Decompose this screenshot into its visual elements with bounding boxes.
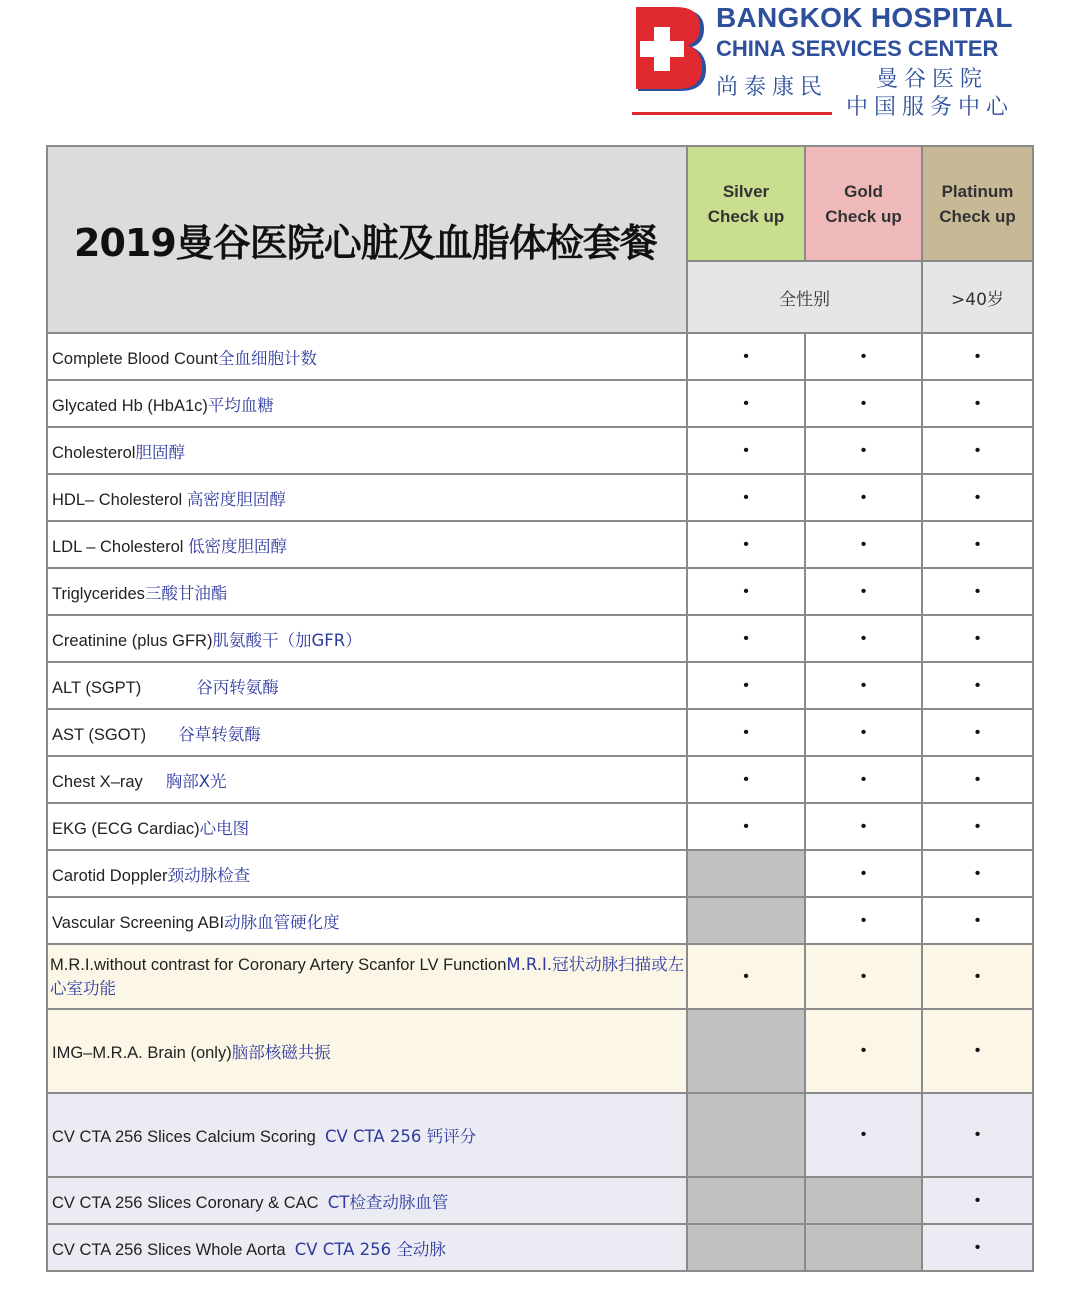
- test-name-english: Creatinine (plus GFR): [52, 631, 213, 650]
- gold-inclusion-cell: [805, 944, 922, 1009]
- included-bullet: •: [860, 629, 867, 647]
- test-row: [47, 474, 1033, 521]
- gold-inclusion-cell: [805, 521, 922, 568]
- included-bullet: •: [974, 629, 981, 647]
- included-bullet: •: [743, 770, 749, 788]
- silver-inclusion-cell: [687, 944, 805, 1009]
- checkup-package-table: [46, 145, 1034, 1272]
- test-name-chinese: 低密度胆固醇: [188, 536, 288, 556]
- test-name-chinese: 谷草转氨酶: [178, 724, 261, 744]
- included-bullet: •: [743, 441, 749, 459]
- gold-inclusion-cell: [805, 897, 922, 944]
- platinum-inclusion-cell: [922, 568, 1033, 615]
- test-name-chinese: 全血细胞计数: [218, 348, 318, 368]
- included-bullet: •: [860, 488, 867, 506]
- included-bullet: •: [743, 394, 749, 412]
- included-bullet: •: [974, 770, 981, 788]
- tier-name: Gold: [844, 181, 883, 201]
- tier-subtitle: Check up: [939, 206, 1016, 226]
- test-name-english: Cholesterol: [52, 443, 136, 462]
- test-name: [47, 615, 687, 662]
- test-row: [47, 380, 1033, 427]
- test-name: [47, 850, 687, 897]
- gold-inclusion-cell: [805, 662, 922, 709]
- included-bullet: •: [974, 535, 981, 553]
- silver-inclusion-cell: [687, 333, 805, 380]
- included-bullet: •: [743, 347, 749, 365]
- included-bullet: •: [860, 817, 867, 835]
- silver-inclusion-cell: [687, 1009, 805, 1093]
- test-name: [47, 1177, 687, 1224]
- test-row: [47, 333, 1033, 380]
- included-bullet: •: [860, 967, 867, 985]
- included-bullet: •: [743, 967, 749, 985]
- test-name-english: CV CTA 256 Slices Coronary & CAC: [52, 1193, 328, 1212]
- silver-inclusion-cell: [687, 709, 805, 756]
- test-name: [47, 709, 687, 756]
- gold-inclusion-cell: [805, 427, 922, 474]
- platinum-inclusion-cell: [922, 1093, 1033, 1177]
- gold-inclusion-cell: [805, 380, 922, 427]
- silver-inclusion-cell: [687, 1224, 805, 1271]
- tier-subtitle: Check up: [707, 206, 785, 226]
- included-bullet: •: [860, 770, 867, 788]
- silver-inclusion-cell: [687, 897, 805, 944]
- platinum-inclusion-cell: [922, 662, 1033, 709]
- gold-inclusion-cell: [805, 756, 922, 803]
- included-bullet: •: [743, 723, 749, 741]
- test-row: [47, 756, 1033, 803]
- test-row: [47, 944, 1033, 1009]
- included-bullet: •: [860, 864, 867, 882]
- gold-inclusion-cell: [805, 850, 922, 897]
- platinum-inclusion-cell: [922, 380, 1033, 427]
- test-name: [47, 944, 687, 1009]
- included-bullet: •: [743, 488, 749, 506]
- tier-silver-header: [687, 146, 805, 261]
- test-name-english: Complete Blood Count: [52, 349, 219, 368]
- eligibility-all-genders: 全性别: [687, 261, 922, 333]
- gold-inclusion-cell: [805, 1009, 922, 1093]
- test-name-chinese: 心电图: [199, 818, 250, 838]
- included-bullet: •: [860, 394, 867, 412]
- silver-inclusion-cell: [687, 521, 805, 568]
- table-title: 2019曼谷医院心脏及血脂体检套餐: [47, 146, 687, 333]
- platinum-inclusion-cell: [922, 803, 1033, 850]
- tier-subtitle: Check up: [825, 206, 902, 226]
- silver-inclusion-cell: [687, 803, 805, 850]
- silver-inclusion-cell: [687, 756, 805, 803]
- test-row: [47, 1009, 1033, 1093]
- included-bullet: •: [743, 629, 749, 647]
- gold-inclusion-cell: [805, 709, 922, 756]
- included-bullet: •: [974, 488, 981, 506]
- logo-chinese-subtitle: 中国服务中心: [846, 95, 1015, 120]
- included-bullet: •: [860, 723, 867, 741]
- included-bullet: •: [974, 864, 981, 882]
- included-bullet: •: [860, 441, 867, 459]
- test-row: [47, 1224, 1033, 1271]
- silver-inclusion-cell: [687, 380, 805, 427]
- gold-inclusion-cell: [805, 803, 922, 850]
- test-name: [47, 662, 687, 709]
- test-row: [47, 709, 1033, 756]
- test-name-english: M.R.I.without contrast for Coronary Artery Scanfor LV Function: [50, 955, 507, 974]
- test-name-english: CV CTA 256 Slices Whole Aorta: [52, 1240, 295, 1259]
- gold-inclusion-cell: [805, 1224, 922, 1271]
- test-row: [47, 803, 1033, 850]
- included-bullet: •: [860, 1126, 867, 1143]
- silver-inclusion-cell: [687, 662, 805, 709]
- test-name-chinese: 平均血糖: [207, 395, 274, 415]
- test-name: [47, 380, 687, 427]
- platinum-inclusion-cell: [922, 427, 1033, 474]
- gold-inclusion-cell: [805, 1093, 922, 1177]
- platinum-inclusion-cell: [922, 709, 1033, 756]
- logo-underline: [632, 112, 832, 115]
- test-name-chinese: CV CTA 256 钙评分: [324, 1127, 477, 1146]
- test-row: [47, 1093, 1033, 1177]
- silver-inclusion-cell: [687, 1093, 805, 1177]
- test-name-english: Carotid Doppler: [52, 866, 168, 885]
- tier-name: Platinum: [941, 181, 1014, 201]
- platinum-inclusion-cell: [922, 333, 1033, 380]
- silver-inclusion-cell: [687, 474, 805, 521]
- gold-inclusion-cell: [805, 1177, 922, 1224]
- test-name: [47, 1009, 687, 1093]
- test-name: [47, 568, 687, 615]
- included-bullet: •: [974, 1191, 981, 1209]
- test-name-english: Triglycerides: [52, 584, 145, 603]
- gold-inclusion-cell: [805, 333, 922, 380]
- tier-platinum-header: [922, 146, 1033, 261]
- test-name: [47, 333, 687, 380]
- test-name-chinese: 高密度胆固醇: [186, 489, 286, 509]
- platinum-inclusion-cell: [922, 1224, 1033, 1271]
- platinum-inclusion-cell: [922, 850, 1033, 897]
- test-row: [47, 1177, 1033, 1224]
- included-bullet: •: [860, 911, 867, 929]
- included-bullet: •: [974, 1042, 981, 1059]
- included-bullet: •: [743, 582, 749, 600]
- included-bullet: •: [743, 817, 749, 835]
- test-name: [47, 1224, 687, 1271]
- platinum-inclusion-cell: [922, 615, 1033, 662]
- platinum-inclusion-cell: [922, 756, 1033, 803]
- test-name-english: AST (SGOT): [52, 725, 179, 744]
- test-name: [47, 897, 687, 944]
- test-name: [47, 474, 687, 521]
- logo-chinese-name: 曼谷医院: [876, 67, 989, 92]
- test-name-chinese: CV CTA 256 全动脉: [294, 1239, 446, 1259]
- test-row: [47, 427, 1033, 474]
- gold-inclusion-cell: [805, 615, 922, 662]
- included-bullet: •: [860, 1042, 867, 1059]
- test-name-chinese: 肌氨酸干（加GFR）: [212, 630, 362, 650]
- test-name-chinese: 颈动脉检查: [167, 865, 251, 885]
- test-name-chinese: 动脉血管硬化度: [224, 912, 340, 932]
- silver-inclusion-cell: [687, 850, 805, 897]
- test-name: [47, 803, 687, 850]
- test-name-english: ALT (SGPT): [52, 678, 197, 697]
- included-bullet: •: [974, 676, 981, 694]
- silver-inclusion-cell: [687, 568, 805, 615]
- included-bullet: •: [974, 394, 981, 412]
- included-bullet: •: [974, 967, 981, 985]
- included-bullet: •: [974, 817, 981, 835]
- test-name-chinese: 三酸甘油酯: [144, 583, 228, 603]
- test-name-english: Vascular Screening ABI: [52, 913, 225, 932]
- test-name: [47, 756, 687, 803]
- included-bullet: •: [974, 1238, 981, 1256]
- included-bullet: •: [974, 582, 981, 600]
- test-name: [47, 1093, 687, 1177]
- hospital-cross-logo-icon: [632, 5, 708, 93]
- included-bullet: •: [974, 1126, 981, 1143]
- included-bullet: •: [743, 535, 749, 553]
- platinum-inclusion-cell: [922, 944, 1033, 1009]
- platinum-inclusion-cell: [922, 521, 1033, 568]
- test-name-chinese: 胆固醇: [135, 442, 185, 462]
- test-name: [47, 521, 687, 568]
- test-row: [47, 615, 1033, 662]
- test-row: [47, 662, 1033, 709]
- eligibility-age-over-40: >40岁: [922, 261, 1033, 333]
- hospital-logo: [630, 0, 1040, 122]
- platinum-inclusion-cell: [922, 1009, 1033, 1093]
- included-bullet: •: [974, 911, 981, 929]
- test-name-chinese: 脑部核磁共振: [231, 1043, 331, 1062]
- test-row: [47, 521, 1033, 568]
- gold-inclusion-cell: [805, 474, 922, 521]
- platinum-inclusion-cell: [922, 1177, 1033, 1224]
- test-name-english: Glycated Hb (HbA1c): [52, 396, 208, 415]
- tier-name: Silver: [722, 181, 770, 201]
- included-bullet: •: [743, 676, 749, 694]
- test-name-english: CV CTA 256 Slices Calcium Scoring: [52, 1128, 325, 1146]
- test-name-chinese: 谷丙转氨酶: [196, 677, 279, 697]
- silver-inclusion-cell: [687, 1177, 805, 1224]
- included-bullet: •: [974, 347, 981, 365]
- platinum-inclusion-cell: [922, 474, 1033, 521]
- table-header-row: [47, 146, 1033, 261]
- gold-inclusion-cell: [805, 568, 922, 615]
- included-bullet: •: [974, 723, 981, 741]
- test-name-english: LDL – Cholesterol: [52, 537, 189, 556]
- included-bullet: •: [860, 676, 867, 694]
- silver-inclusion-cell: [687, 427, 805, 474]
- test-row: [47, 850, 1033, 897]
- test-name: [47, 427, 687, 474]
- test-name-english: Chest X–ray: [52, 772, 166, 791]
- included-bullet: •: [860, 347, 867, 365]
- platinum-inclusion-cell: [922, 897, 1033, 944]
- included-bullet: •: [974, 441, 981, 459]
- test-name-chinese: M.R.I.冠状动脉扫描或左心室功能: [50, 954, 685, 998]
- test-name-chinese: CT检查动脉血管: [327, 1192, 449, 1212]
- test-row: [47, 897, 1033, 944]
- included-bullet: •: [860, 535, 867, 553]
- test-name-chinese: 胸部X光: [165, 771, 227, 791]
- logo-english-subtitle: CHINA SERVICES CENTER: [716, 36, 999, 61]
- included-bullet: •: [860, 582, 867, 600]
- logo-chinese-left: 尚泰康民: [716, 75, 829, 100]
- test-name-english: EKG (ECG Cardiac): [52, 819, 200, 838]
- test-name-english: IMG–M.R.A. Brain (only): [52, 1044, 232, 1062]
- logo-english-name: BANGKOK HOSPITAL: [716, 2, 1013, 33]
- test-row: [47, 568, 1033, 615]
- test-name-english: HDL– Cholesterol: [52, 490, 187, 509]
- silver-inclusion-cell: [687, 615, 805, 662]
- tier-gold-header: [805, 146, 922, 261]
